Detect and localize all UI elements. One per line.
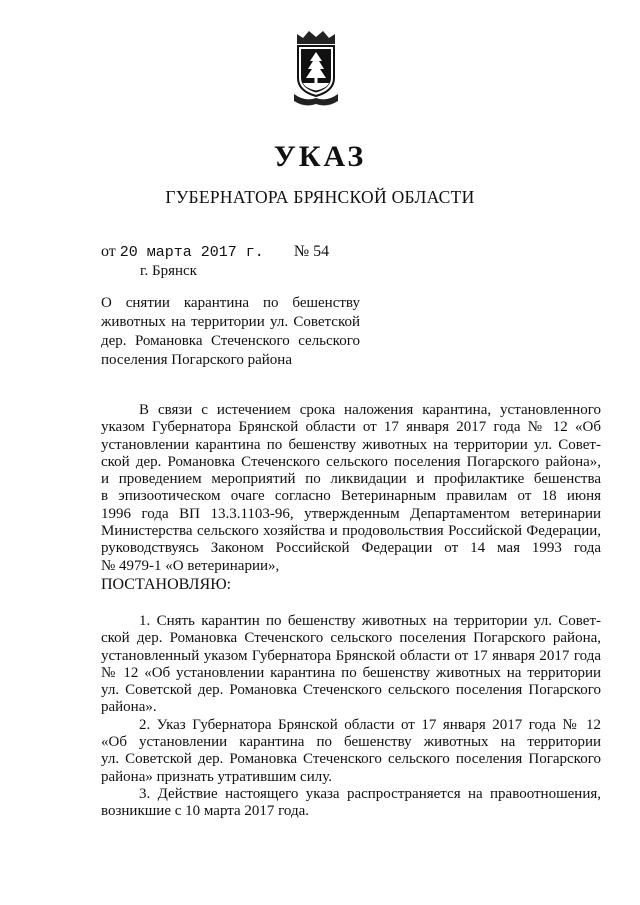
item-line: установленный указом Губернатора Брянской области от 17 января 2017 года xyxy=(101,647,601,664)
preamble-line: и проведением мероприятий по ликвидации и профилактике бешенства xyxy=(101,471,601,488)
subject-line: дер. Романовка Стеченского сельского xyxy=(101,333,360,349)
item-line: 3. Действие настоящего указа распространяется на правоотношения, xyxy=(139,785,601,802)
date-number-line xyxy=(101,243,329,261)
decree-item-1 xyxy=(101,613,601,717)
item-line: 2. Указ Губернатора Брянской области от 17 января 2017 года № 12 xyxy=(139,716,601,733)
date-prefix: от xyxy=(101,243,116,260)
item-line: района». xyxy=(101,699,157,716)
item-line: «Об установлении карантина по бешенству животных на территории xyxy=(101,734,601,751)
item-line: 1. Снять карантин по бешенству животных на территории ул. Совет- xyxy=(139,612,601,629)
preamble-line: ской дер. Романовка Стеченского сельского поселения Погарского района», xyxy=(101,453,601,470)
decree-item-2 xyxy=(101,717,601,786)
subject-line: животных на территории ул. Советской xyxy=(101,314,360,330)
decree-word: ПОСТАНОВЛЯЮ: xyxy=(101,575,232,593)
subject-line: О снятии карантина по бешенству xyxy=(101,295,360,311)
preamble-line: установлении карантина по бешенству животных на территории ул. Совет- xyxy=(101,436,601,453)
document-date: 20 марта 2017 г. xyxy=(119,244,264,261)
item-line: ской дер. Романовка Стеченского сельского поселения Погарского района, xyxy=(101,630,601,647)
item-line: района» признать утратившим силу. xyxy=(101,768,332,785)
preamble-line: руководствуясь Законом Российской Федерации от 14 мая 1993 года xyxy=(101,540,601,557)
item-line: № 12 «Об установлении карантина по бешенству животных на территории xyxy=(101,664,601,681)
preamble-line: в эпизоотическом очаге согласно Ветеринарным правилам от 18 июня xyxy=(101,488,601,505)
decree-item-3 xyxy=(101,786,601,821)
document-city: г. Брянск xyxy=(140,263,197,279)
document-title: УКАЗ xyxy=(273,140,367,173)
document-number: № 54 xyxy=(293,243,330,260)
preamble-line: Министерства сельского хозяйства и продовольствия Российской Федерации, xyxy=(101,523,601,540)
preamble-line: В связи с истечением срока наложения карантина, установленного xyxy=(139,402,601,418)
coat-of-arms-icon xyxy=(283,28,349,110)
document-subtitle: ГУБЕРНАТОРА БРЯНСКОЙ ОБЛАСТИ xyxy=(165,187,475,207)
preamble-line: 1996 года ВП 13.3.1103-96, утвержденным Департаментом ветеринарии xyxy=(101,505,601,522)
item-line: ул. Советской дер. Романовка Стеченского сельского поселения Погарского xyxy=(101,682,601,699)
item-line: возникшие с 10 марта 2017 года. xyxy=(101,803,310,820)
preamble-line: указом Губернатора Брянской области от 17 января 2017 года № 12 «Об xyxy=(101,419,601,436)
preamble-paragraph xyxy=(101,402,601,575)
paragraph-spacer xyxy=(101,594,601,613)
document-subject xyxy=(101,294,360,370)
document-body xyxy=(101,402,601,821)
item-line: ул. Советской дер. Романовка Стеченского сельского поселения Погарского xyxy=(101,751,601,768)
preamble-line: № 4979-1 «О ветеринарии», xyxy=(101,557,280,574)
subject-line: поселения Погарского района xyxy=(101,352,292,368)
